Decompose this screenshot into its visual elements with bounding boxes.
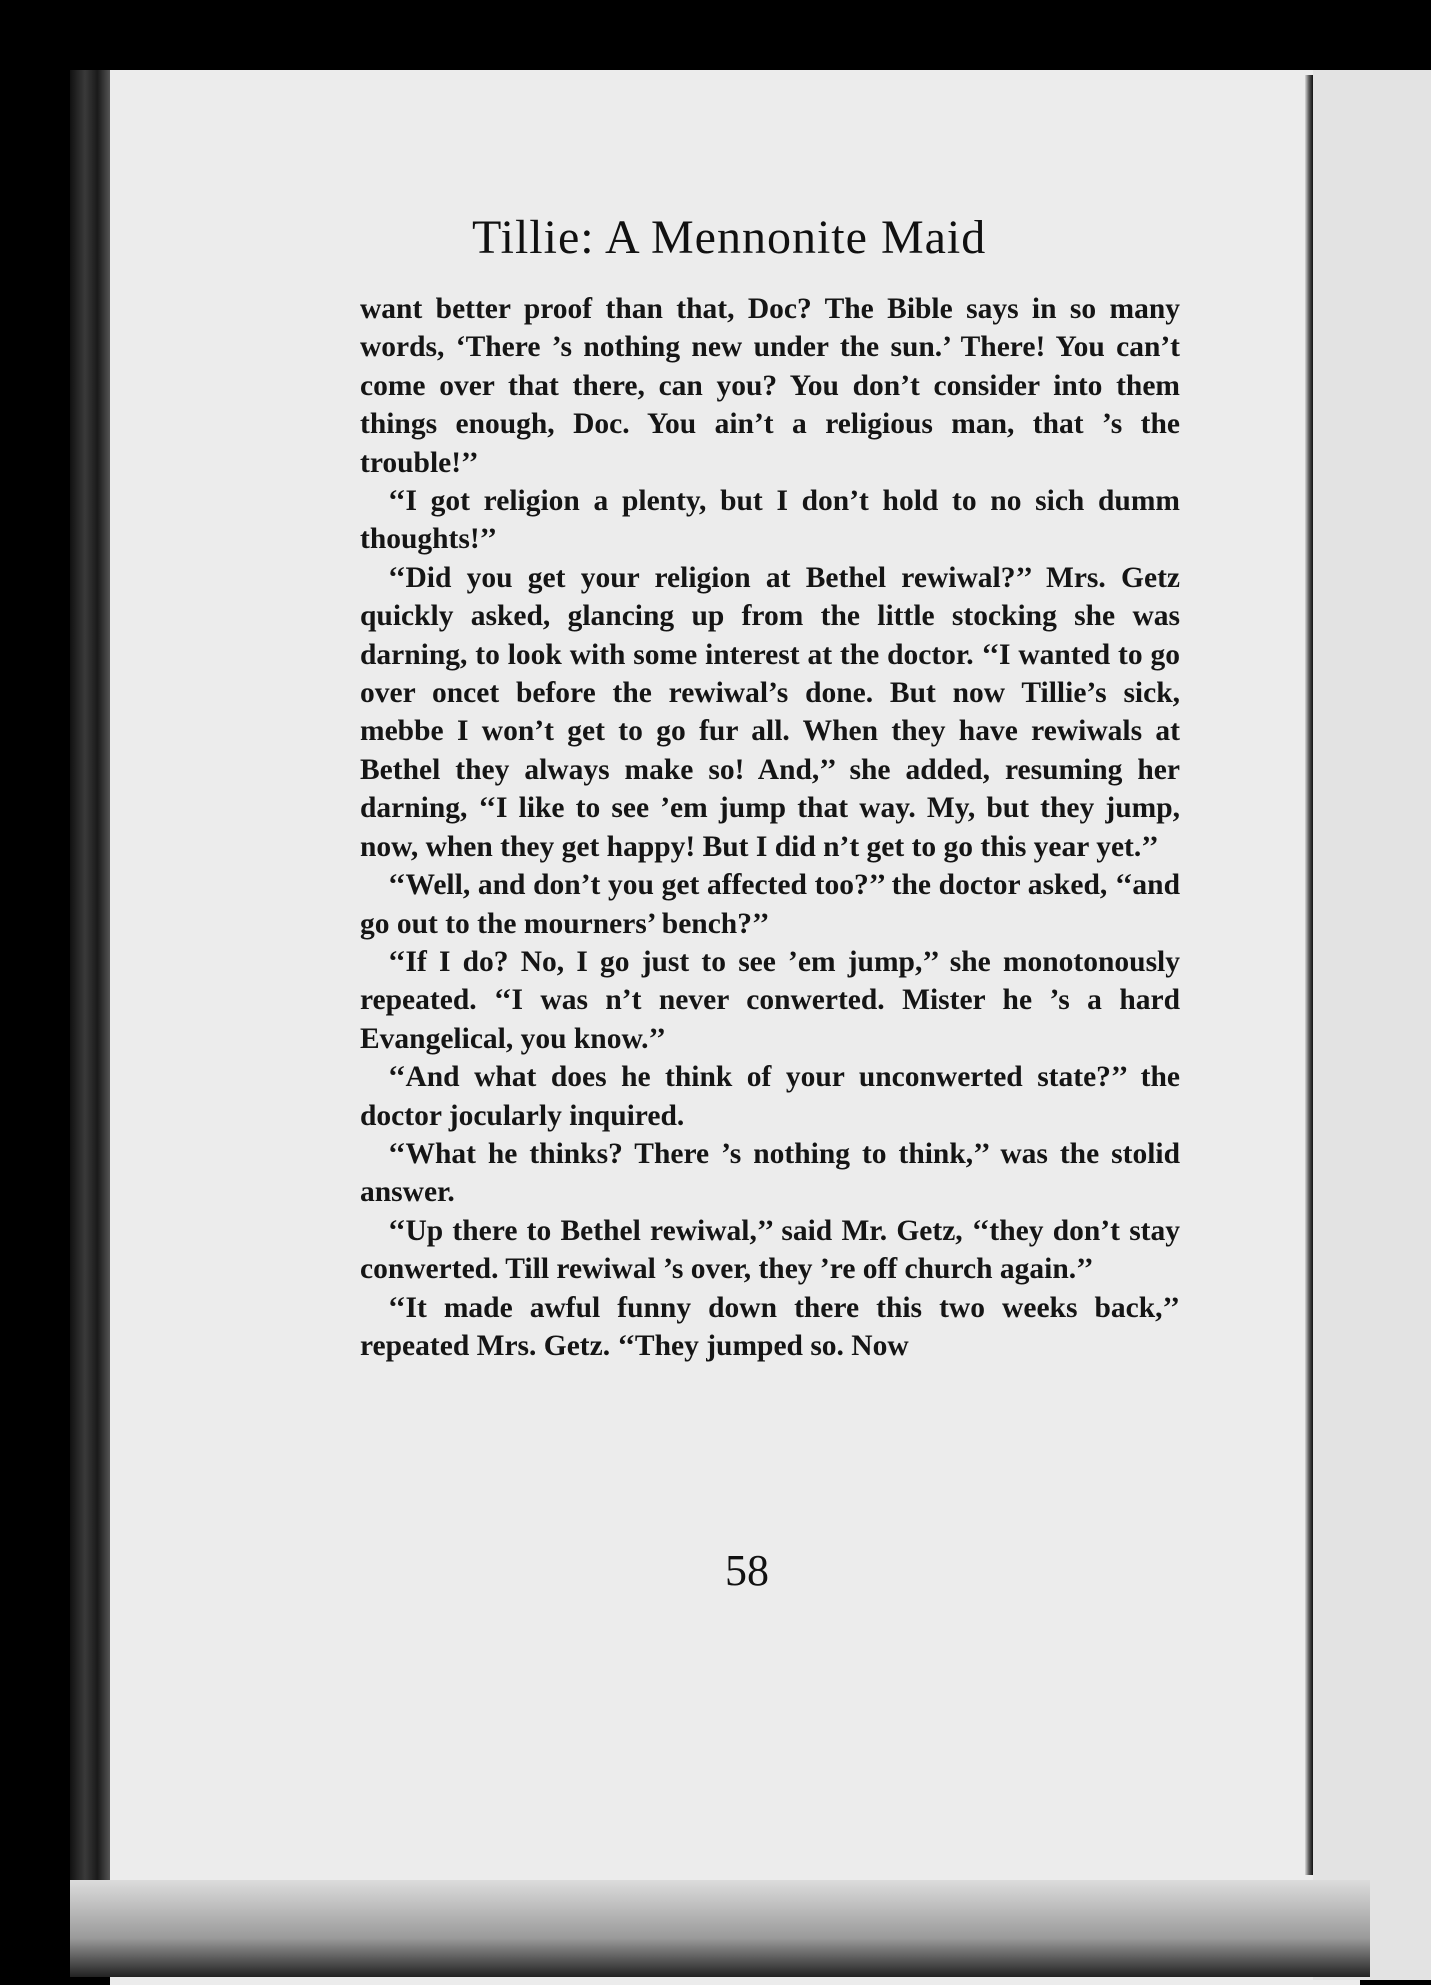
paragraph: ‘‘Did you get your religion at Bethel rewiwal?’’ Mrs. Getz quickly asked, glancing up from the little stocking she was darning, to look with some interest at the doctor. ‘‘I wanted to go over oncet before the rewiwal’s done. But now Tillie’s sick, mebbe I won’t get to go fur all. When they have rewiwals at Bethel they always make so! And,’’ she added, resuming her darning, ‘‘I like to see ’em jump that way. My, but they jump, now, when they get happy! But I did n’t get to go this year yet.’’: [360, 561, 1180, 863]
paragraph: ‘‘Up there to Bethel rewiwal,’’ said Mr. Getz, ‘‘they don’t stay conwerted. Till rewiwal ’s over, they ’re off church again.’’: [360, 1214, 1180, 1286]
paragraph: ‘‘What he thinks? There ’s nothing to think,’’ was the stolid answer.: [360, 1137, 1180, 1209]
page-number: 58: [725, 1546, 769, 1595]
page-gutter: [1305, 75, 1313, 1875]
paragraph: want better proof than that, Doc? The Bible says in so many words, ‘There ’s nothing new under the sun.’ There! You can’t come over that there, can you? You don’t consider into them things enough, Doc. You ain’t a religious man, that ’s the trouble!’’: [360, 293, 1180, 479]
running-head: Tillie: A Mennonite Maid: [472, 211, 987, 264]
paragraph: ‘‘It made awful funny down there this two weeks back,’’ repeated Mrs. Getz. ‘‘They jumped so. Now: [360, 1291, 1180, 1362]
bottom-shadow: [70, 1880, 1370, 1977]
paragraph: ‘‘Well, and don’t you get affected too?’’ the doctor asked, ‘‘and go out to the mourners’ bench?’’: [360, 869, 1180, 940]
facing-page-edge: [1313, 70, 1431, 1980]
paragraph: ‘‘And what does he think of your unconwerted state?’’ the doctor jocularly inquired.: [360, 1061, 1180, 1132]
paragraph: ‘‘I got religion a plenty, but I don’t hold to no sich dumm thoughts!’’: [360, 485, 1180, 556]
paragraph: ‘‘If I do? No, I go just to see ’em jump,’’ she monotonously repeated. ‘‘I was n’t never conwerted. Mister he ’s a hard Evangelical, you know.’’: [360, 945, 1180, 1055]
page-body: [360, 290, 1180, 1365]
